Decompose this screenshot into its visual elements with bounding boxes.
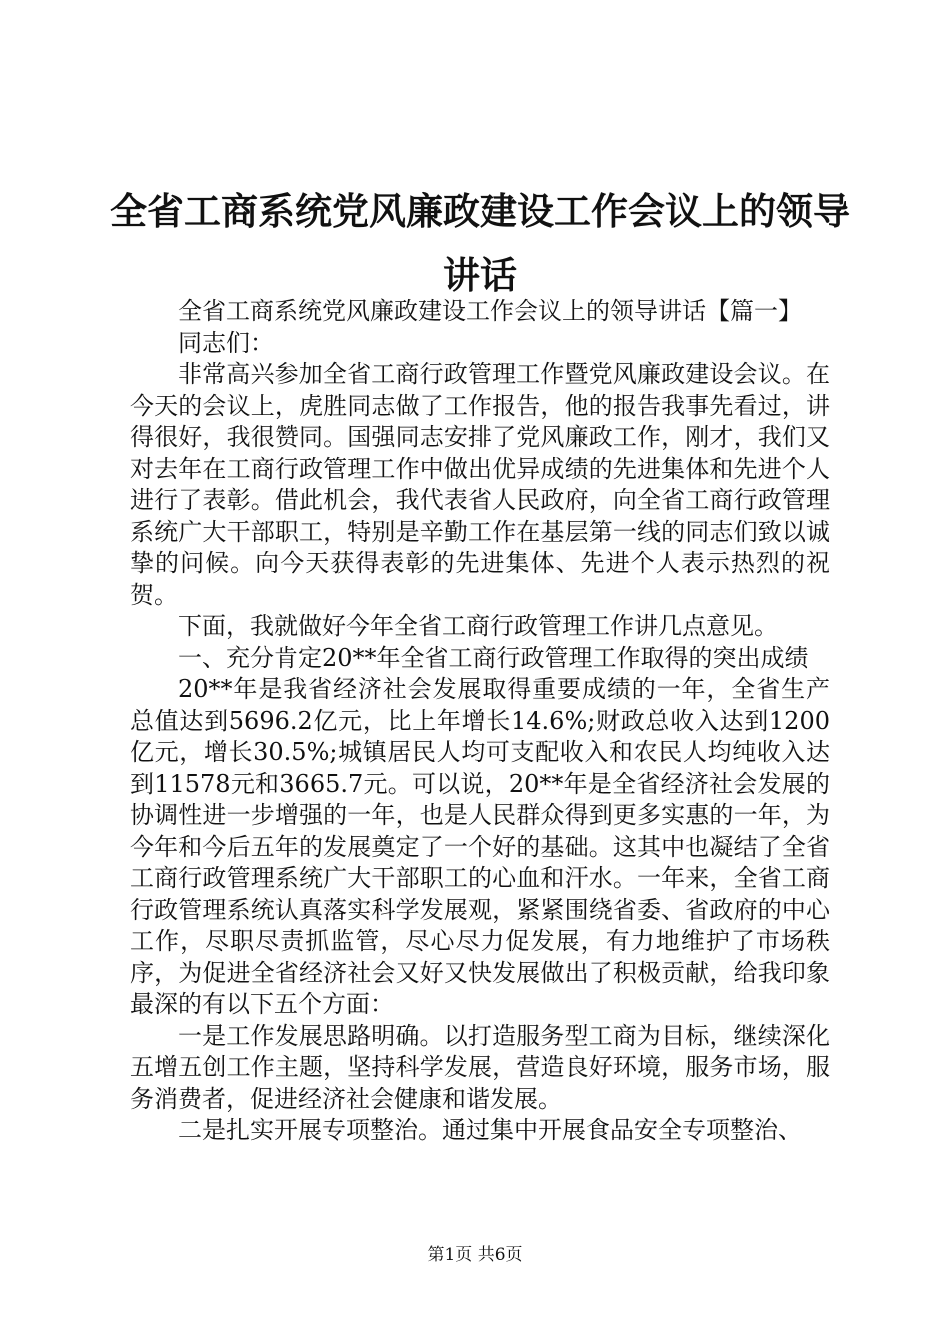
document-body — [130, 296, 830, 1147]
section-heading: 一、充分肯定20**年全省工商行政管理工作取得的突出成绩 — [178, 643, 809, 672]
body-paragraph: 下面，我就做好今年全省工商行政管理工作讲几点意见。 — [178, 612, 778, 640]
salutation-paragraph: 同志们： — [178, 328, 274, 357]
page-footer: 第1页 共6页 — [427, 1245, 523, 1265]
title-line-1: 全省工商系统党风廉政建设工作会议上的领导 — [110, 190, 850, 233]
document-title — [110, 180, 850, 308]
body-paragraph: 二是扎实开展专项整治。通过集中开展食品安全专项整治、 — [178, 1116, 802, 1144]
body-paragraph: 非常高兴参加全省工商行政管理工作暨党风廉政建设会议。在今天的会议上，虎胜同志做了工作报告，他的报告我事先看过，讲得很好，我很赞同。国强同志安排了党风廉政工作，刚才，我们又对去年在工商行政管理工作中做出优异成绩的先进集体和先进个人进行了表彰。借此机会，我代表省人民政府，向全省工商行政管理系统广大干部职工，特别是辛勤工作在基层第一线的同志们致以诚挚的问候。向今天获得表彰的先进集体、先进个人表示热烈的祝贺。 — [130, 360, 830, 609]
body-paragraph: 一是工作发展思路明确。以打造服务型工商为目标，继续深化五增五创工作主题，坚持科学发展，营造良好环境，服务市场，服务消费者，促进经济社会健康和谐发展。 — [130, 1021, 830, 1113]
body-paragraph: 20**年是我省经济社会发展取得重要成绩的一年，全省生产总值达到5696.2亿元，比上年增长14.6%;财政总收入达到1200亿元，增长30.5%;城镇居民人均可支配收入和农民人均纯收入达到11578元和3665.7元。可以说，20**年是全省经济社会发展的协调性进一步增强的一年，也是人民群众得到更多实惠的一年，为今年和今后五年的发展奠定了一个好的基础。这其中也凝结了全省工商行政管理系统广大干部职工的心血和汗水。一年来，全省工商行政管理系统认真落实科学发展观，紧紧围绕省委、省政府的中心工作，尽职尽责抓监管，尽心尽力促发展，有力地维护了市场秩序，为促进全省经济社会又好又快发展做出了积极贡献，给我印象最深的有以下五个方面： — [130, 675, 830, 1018]
title-line-2: 讲话 — [443, 254, 517, 297]
subtitle-paragraph: 全省工商系统党风廉政建设工作会议上的领导讲话【篇一】 — [178, 297, 802, 325]
